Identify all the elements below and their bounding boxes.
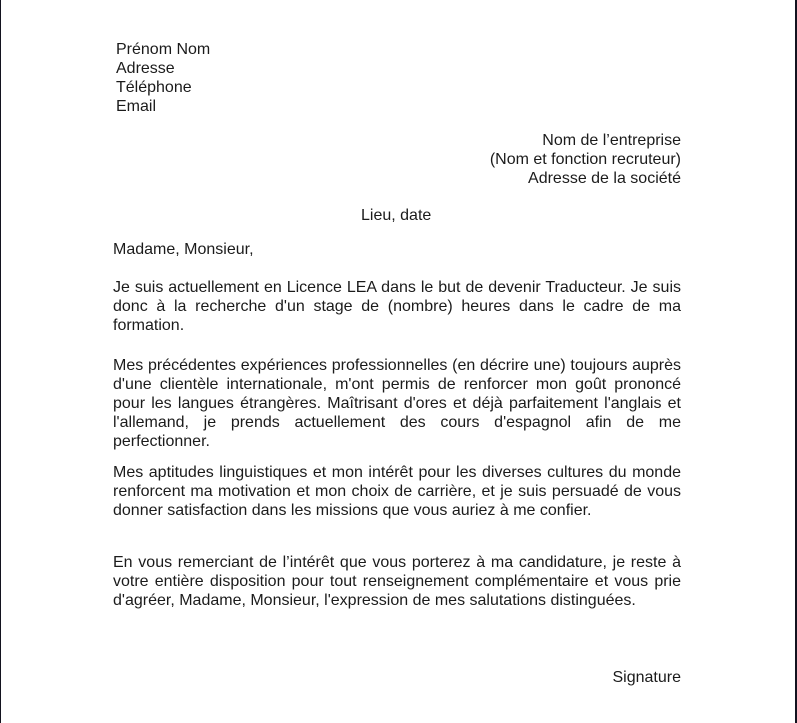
letter-content (113, 0, 681, 687)
recipient-recruiter: (Nom et fonction recruteur) (489, 151, 681, 168)
recipient-company: Nom de l’entreprise (542, 132, 681, 149)
sender-block (116, 40, 681, 116)
place-date-line: Lieu, date (361, 207, 432, 224)
body-paragraph-closing: En vous remerciant de l’intérêt que vous porterez à ma candidature, je reste à votre entière disposition pour tout renseignement complémentaire et vous prie d'agréer, Madame, Monsieur, l'expression de mes salutations distinguées. (113, 554, 681, 609)
sender-phone: Téléphone (116, 79, 192, 96)
salutation: Madame, Monsieur, (113, 241, 254, 258)
body-paragraph-experience: Mes précédentes expériences professionnelles (en décrire une) toujours auprès d'une clientèle internationale, m'ont permis de renforcer mon goût prononcé pour les langues étrangères. Maîtrisant d'ores et déjà parfaitement l'anglais et l'allemand, je prends actuellement des cours d'espagnol afin de me perfectionner. (113, 357, 681, 450)
sender-email: Email (116, 98, 157, 115)
body-paragraph-motivation: Mes aptitudes linguistiques et mon intérêt pour les diverses cultures du monde renforcent ma motivation et mon choix de carrière, et je suis persuadé de vous donner satisfaction dans les missions que vous auriez à me confier. (113, 464, 681, 519)
signature-label: Signature (612, 669, 681, 686)
sender-address: Adresse (116, 60, 175, 77)
recipient-block (113, 131, 681, 188)
body-paragraph-intro: Je suis actuellement en Licence LEA dans le but de devenir Traducteur. Je suis donc à la recherche d'un stage de (nombre) heures dans le cadre de ma formation. (113, 279, 681, 334)
recipient-address: Adresse de la société (528, 170, 681, 187)
sender-name: Prénom Nom (116, 41, 211, 58)
